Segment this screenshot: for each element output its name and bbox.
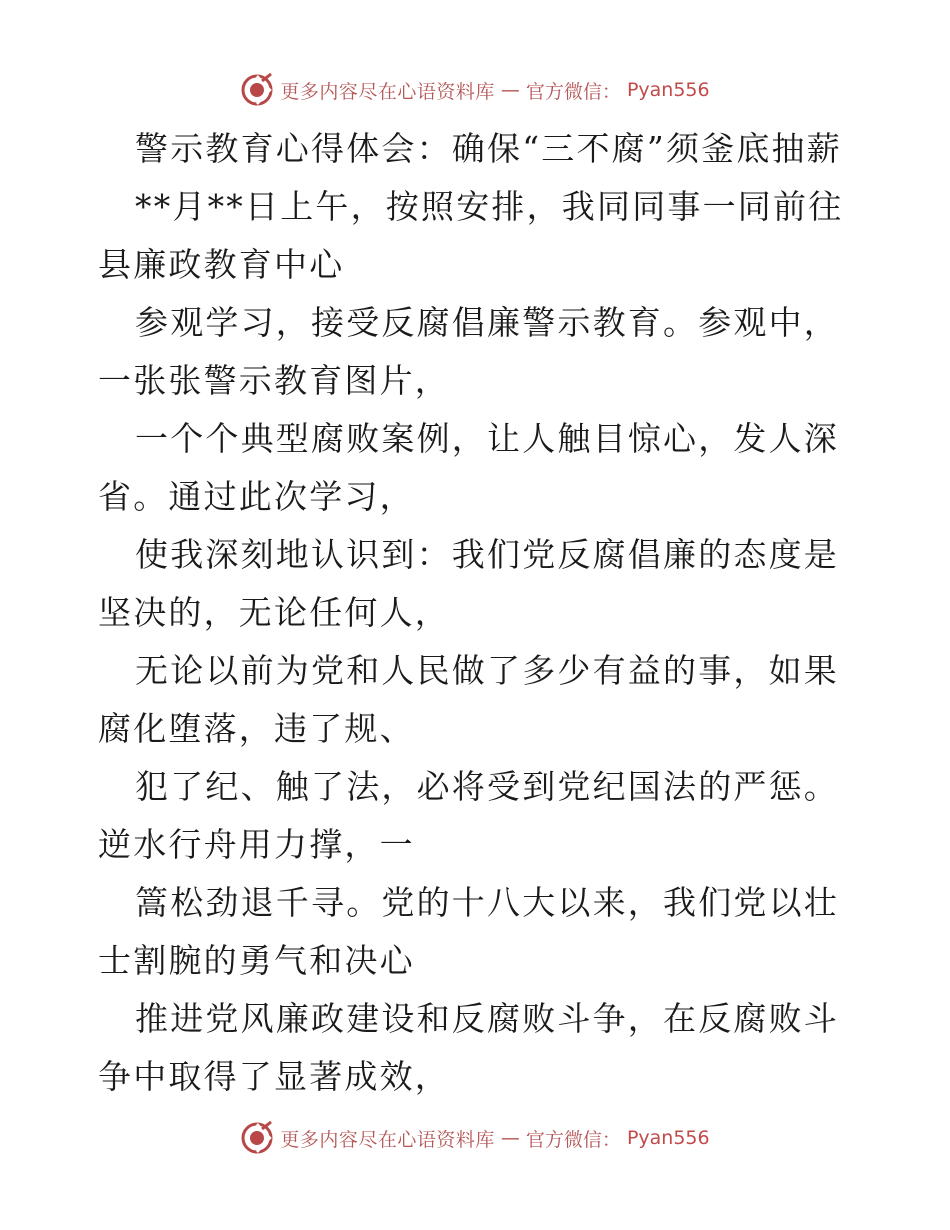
logo-icon <box>240 73 274 107</box>
paragraph: 推进党风廉政建设和反腐败斗争，在反腐败斗争中取得了显著成效， <box>98 999 839 1096</box>
wechat-id: Pyan556 <box>626 1127 710 1149</box>
paragraph: 参观学习，接受反腐倡廉警示教育。参观中，一张张警示教育图片， <box>98 303 839 400</box>
paragraph: 使我深刻地认识到：我们党反腐倡廉的态度是坚决的，无论任何人， <box>98 535 839 632</box>
paragraph: 一个个典型腐败案例，让人触目惊心，发人深省。通过此次学习， <box>98 419 839 516</box>
logo-icon <box>240 1121 274 1155</box>
banner-dash: — <box>500 79 520 101</box>
document-body <box>98 120 858 1106</box>
banner-text: 更多内容尽在心语资料库 <box>280 1128 495 1151</box>
paragraph: 无论以前为党和人民做了多少有益的事，如果腐化堕落，违了规、 <box>98 651 839 748</box>
paragraph: **月**日上午，按照安排，我同同事一同前往县廉政教育中心 <box>98 187 844 284</box>
wechat-label: 官方微信： <box>525 1128 621 1151</box>
document-title: 警示教育心得体会：确保“三不腐”须釜底抽薪 <box>135 129 842 168</box>
footer-banner <box>0 1118 950 1158</box>
paragraph: 篙松劲退千寻。党的十八大以来，我们党以壮士割腕的勇气和决心 <box>98 883 839 980</box>
banner-text: 更多内容尽在心语资料库 <box>280 80 495 103</box>
paragraph: 犯了纪、触了法，必将受到党纪国法的严惩。逆水行舟用力撑，一 <box>98 767 839 864</box>
wechat-label: 官方微信： <box>525 80 621 103</box>
wechat-id: Pyan556 <box>626 79 710 101</box>
header-banner <box>0 70 950 110</box>
banner-dash: — <box>500 1127 520 1149</box>
